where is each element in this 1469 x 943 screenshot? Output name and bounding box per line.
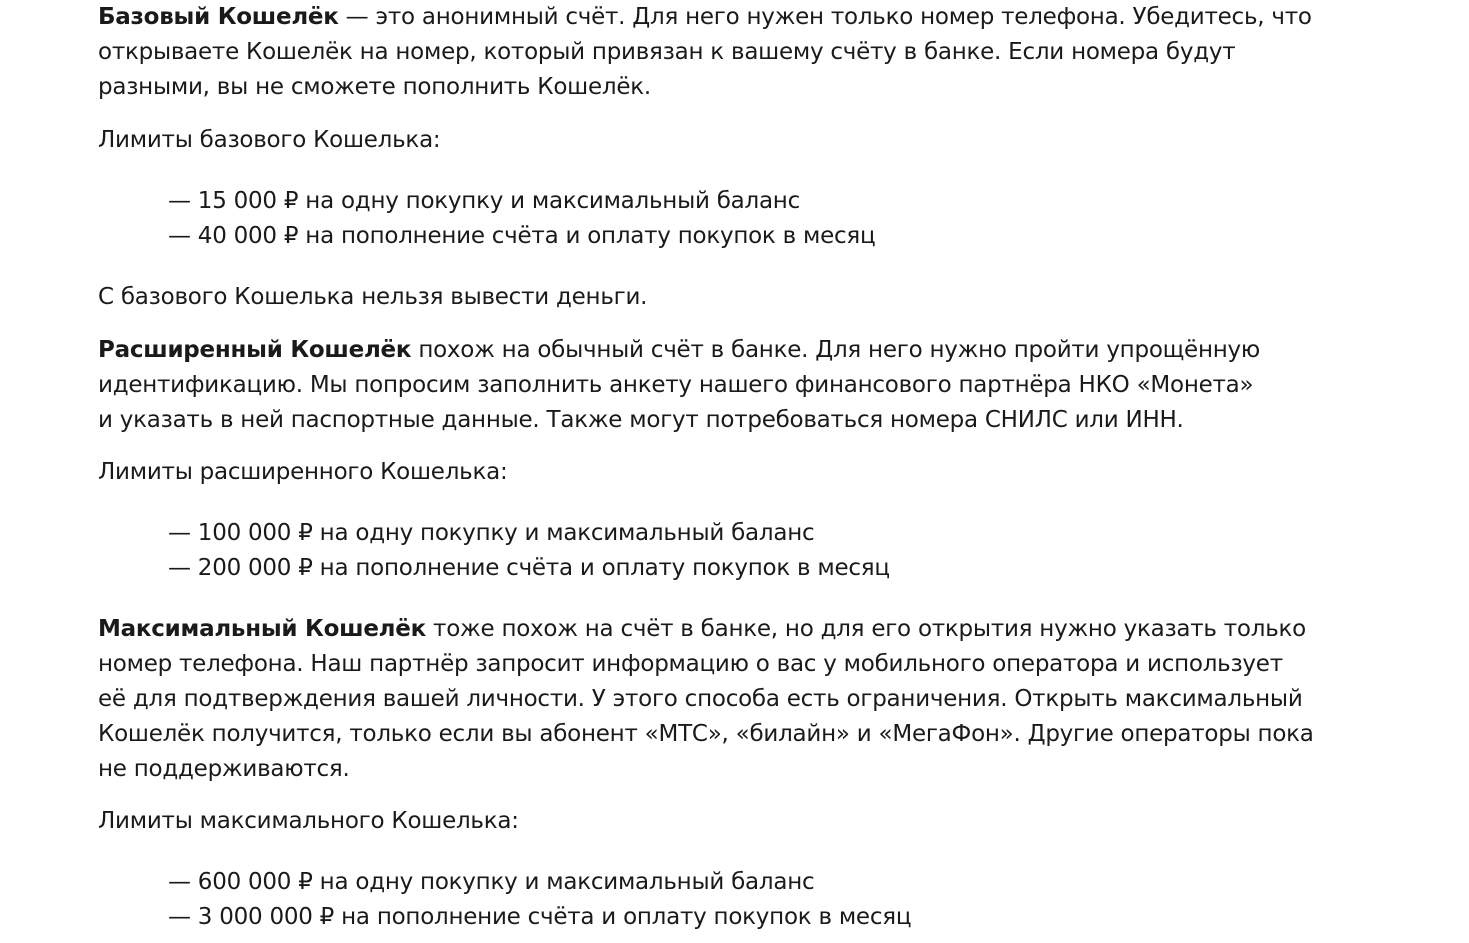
maximal-limits-list bbox=[168, 865, 911, 935]
list-item: — 3 000 000 ₽ на пополнение счёта и оплату покупок в месяц bbox=[168, 904, 912, 930]
extended-wallet-title: Расширенный Кошелёк bbox=[98, 337, 412, 363]
list-item: — 40 000 ₽ на пополнение счёта и оплату покупок в месяц bbox=[168, 223, 876, 249]
maximal-limits-heading: Лимиты максимального Кошелька: bbox=[98, 808, 519, 834]
extended-wallet-text: похож на обычный счёт в банке. Для него нужно пройти упрощённую идентификацию. Мы попросим заполнить анкету нашего финансового партнёра НКО «Монета» и указать в ней паспортные данные. Также могут потребоваться номера СНИЛС или ИНН. bbox=[98, 337, 1261, 433]
list-item: — 100 000 ₽ на одну покупку и максимальный баланс bbox=[168, 520, 815, 546]
list-item: — 200 000 ₽ на пополнение счёта и оплату покупок в месяц bbox=[168, 555, 890, 581]
basic-wallet-note: С базового Кошелька нельзя вывести деньги. bbox=[98, 284, 648, 310]
list-item: — 15 000 ₽ на одну покупку и максимальный баланс bbox=[168, 188, 800, 214]
basic-wallet-text: — это анонимный счёт. Для него нужен только номер телефона. Убедитесь, что открываете Кошелёк на номер, который привязан к вашему счёту в банке. Если номера будут разными, вы не сможете пополнить Кошелёк. bbox=[98, 4, 1312, 100]
extended-limits-list bbox=[168, 516, 890, 586]
extended-wallet-paragraph bbox=[98, 333, 1260, 438]
basic-wallet-title: Базовый Кошелёк bbox=[98, 4, 339, 30]
maximal-wallet-title: Максимальный Кошелёк bbox=[98, 616, 426, 642]
list-item: — 600 000 ₽ на одну покупку и максимальный баланс bbox=[168, 869, 815, 895]
basic-limits-list bbox=[168, 184, 875, 254]
basic-limits-heading: Лимиты базового Кошелька: bbox=[98, 127, 441, 153]
basic-wallet-paragraph bbox=[98, 0, 1312, 105]
maximal-wallet-paragraph bbox=[98, 612, 1314, 787]
maximal-wallet-text: тоже похож на счёт в банке, но для его открытия нужно указать только номер телефона. Наш партнёр запросит информацию о вас у мобильного оператора и использует её для подтверждения вашей личности. У этого способа есть ограничения. Открыть максимальный Кошелёк получится, только если вы абонент «МТС», «билайн» и «МегаФон». Другие операторы пока не поддерживаются. bbox=[98, 616, 1314, 782]
extended-limits-heading: Лимиты расширенного Кошелька: bbox=[98, 459, 508, 485]
